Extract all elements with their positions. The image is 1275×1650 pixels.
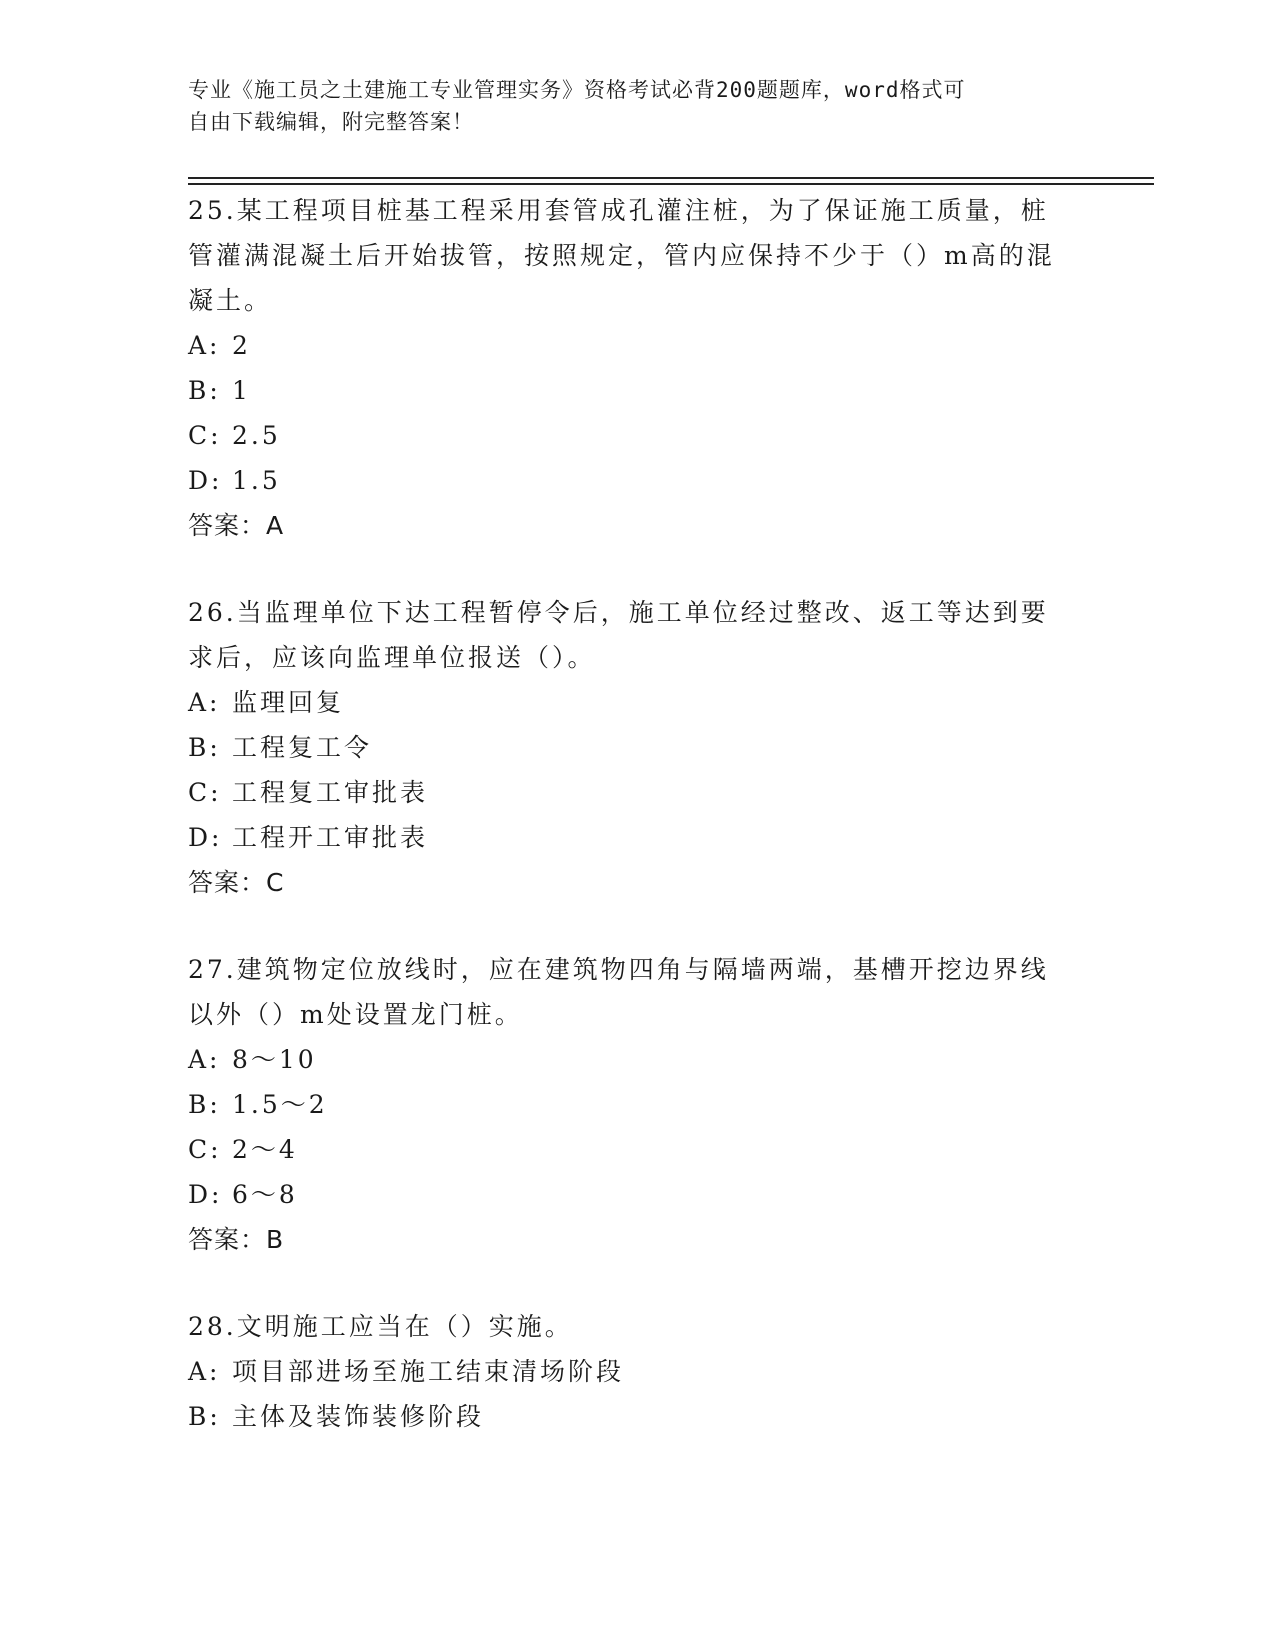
option-text: 8～10 (232, 1045, 317, 1074)
option-b (188, 1082, 1088, 1127)
option-letter: C: (188, 1135, 222, 1164)
option-d (188, 1172, 1088, 1217)
option-text: 工程复工令 (232, 733, 373, 762)
question-stem-line: 求后，应该向监理单位报送（）。 (188, 643, 596, 672)
option-text: 监理回复 (232, 688, 345, 717)
option-d (188, 815, 1088, 860)
option-text: 6～8 (232, 1180, 298, 1209)
document-header (188, 74, 1068, 138)
question-spacer (188, 906, 1088, 947)
option-letter: A: (188, 688, 221, 717)
option-letter: B: (188, 1402, 221, 1431)
option-text: 工程开工审批表 (232, 823, 429, 852)
option-text: 项目部进场至施工结束清场阶段 (232, 1357, 625, 1386)
header-line-2: 自由下载编辑，附完整答案！ (188, 110, 474, 134)
option-text: 1.5～2 (232, 1090, 328, 1119)
question-26 (188, 590, 1088, 906)
option-letter: C: (188, 778, 222, 807)
question-stem-line: 管灌满混凝土后开始拔管，按照规定，管内应保持不少于（）m高的混 (188, 241, 1055, 270)
question-stem (188, 947, 1088, 1037)
question-stem-line: 27.建筑物定位放线时，应在建筑物四角与隔墙两端，基槽开挖边界线 (188, 955, 1049, 984)
option-b (188, 1394, 1088, 1439)
option-text: 2～4 (232, 1135, 298, 1164)
option-c (188, 413, 1088, 458)
option-letter: A: (188, 1045, 221, 1074)
question-spacer (188, 1263, 1088, 1304)
option-letter: B: (188, 376, 221, 405)
question-stem-line: 以外（）m处设置龙门桩。 (188, 1000, 523, 1029)
header-line-1: 专业《施工员之土建施工专业管理实务》资格考试必背200题题库，word格式可 (188, 78, 966, 102)
option-letter: A: (188, 1357, 221, 1386)
option-letter: C: (188, 421, 222, 450)
question-27 (188, 947, 1088, 1263)
option-a (188, 1037, 1088, 1082)
option-text: 1 (232, 376, 251, 405)
option-letter: B: (188, 733, 221, 762)
option-letter: B: (188, 1090, 221, 1119)
question-list (188, 188, 1088, 1439)
question-stem (188, 590, 1088, 680)
question-stem (188, 1304, 1088, 1349)
header-divider-bottom (188, 183, 1154, 185)
option-text: 1.5 (232, 466, 281, 495)
option-b (188, 368, 1088, 413)
option-letter: A: (188, 331, 221, 360)
option-text: 2.5 (232, 421, 281, 450)
option-d (188, 458, 1088, 503)
question-28 (188, 1304, 1088, 1439)
option-c (188, 1127, 1088, 1172)
option-a (188, 323, 1088, 368)
question-stem (188, 188, 1088, 323)
header-divider-top (188, 177, 1154, 179)
question-spacer (188, 549, 1088, 590)
option-c (188, 770, 1088, 815)
question-25 (188, 188, 1088, 549)
question-stem-line: 凝土。 (188, 286, 273, 315)
question-stem-line: 26.当监理单位下达工程暂停令后，施工单位经过整改、返工等达到要 (188, 598, 1049, 627)
option-b (188, 725, 1088, 770)
answer-line: 答案：B (188, 1225, 285, 1254)
answer-line: 答案：A (188, 511, 285, 540)
answer-line: 答案：C (188, 868, 285, 897)
question-stem-line: 28.文明施工应当在（）实施。 (188, 1312, 573, 1341)
option-letter: D: (188, 823, 223, 852)
question-stem-line: 25.某工程项目桩基工程采用套管成孔灌注桩，为了保证施工质量，桩 (188, 196, 1049, 225)
option-text: 主体及装饰装修阶段 (232, 1402, 485, 1431)
option-a (188, 680, 1088, 725)
option-letter: D: (188, 466, 223, 495)
option-a (188, 1349, 1088, 1394)
option-letter: D: (188, 1180, 223, 1209)
option-text: 工程复工审批表 (232, 778, 429, 807)
option-text: 2 (232, 331, 251, 360)
